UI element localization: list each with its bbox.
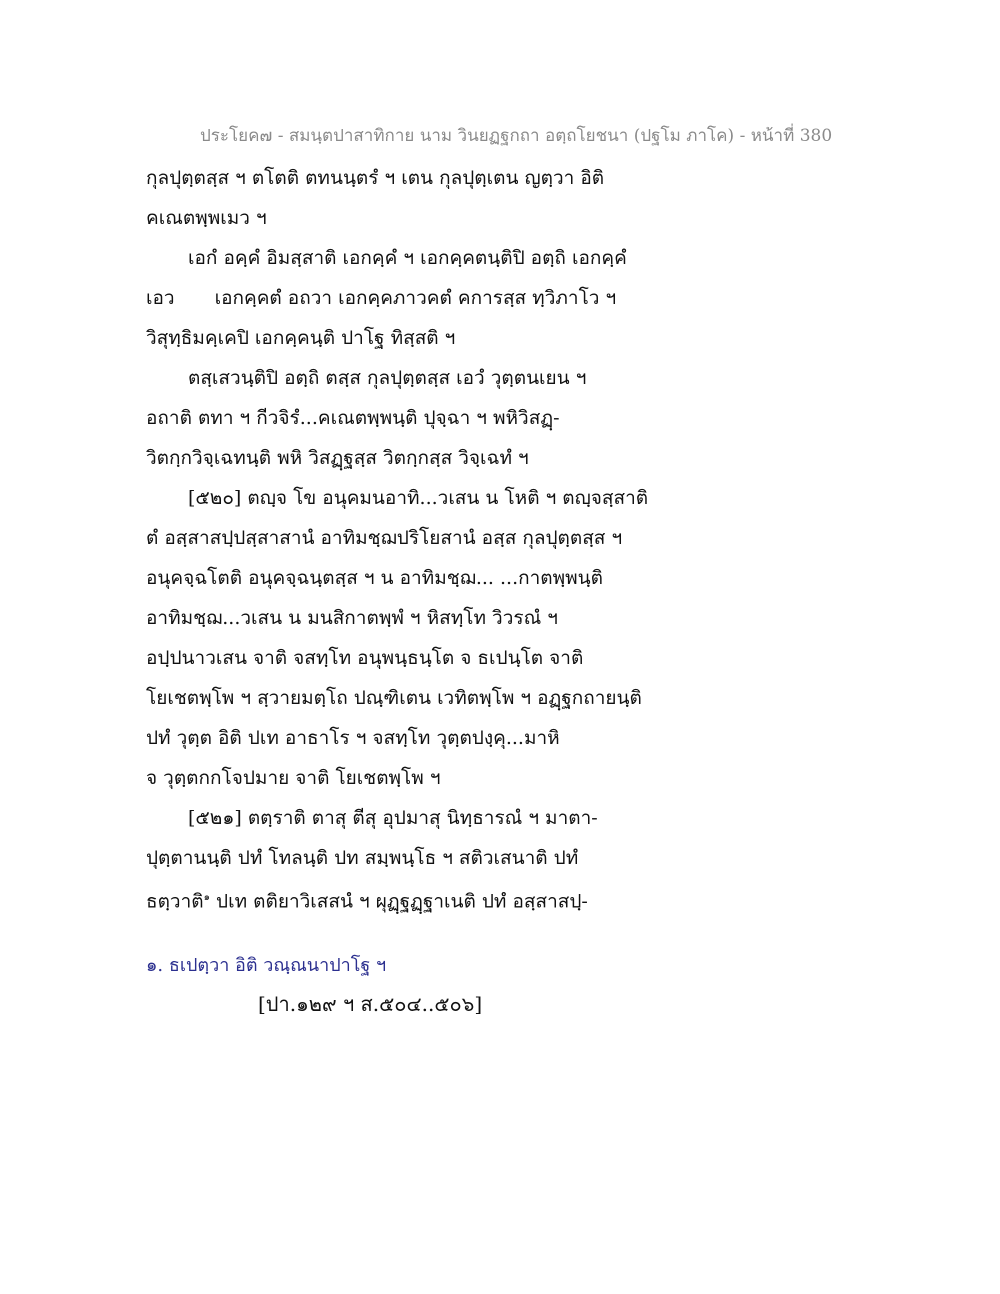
- text-line: ปุตฺตานนฺติ ปทํ โทลนฺติ ปท สมฺพนฺโธ ฯ สติวเสนาติ ปทํ: [146, 847, 579, 869]
- text-line: ปทํ วุตฺต อิติ ปเท อาธาโร ฯ จสทฺโท วุตฺตปงฺคุ...มาหิ: [146, 727, 560, 749]
- text-line: คเณตพฺพเมว ฯ: [146, 207, 267, 229]
- text-line: [๕๒๑] ตตฺราติ ตาสุ ตีสุ อุปมาสุ นิทฺธารณํ ฯ มาตา-: [188, 807, 598, 829]
- page-header: ประโยค๗ - สมนฺตปาสาทิกาย นาม วินยฏฐกถา อตฺถโยชนา (ปฐโม ภาโค) - หน้าที่ 380: [200, 126, 833, 146]
- text-fragment: เอกคฺคตํ อถวา เอกคฺคภาวคตํ คการสฺส ทฺวิภาโว ฯ: [214, 287, 617, 309]
- text-line: กุลปุตฺตสฺส ฯ ตโตติ ตทนนฺตรํ ฯ เตน กุลปุตฺเตน ญตฺวา อิติ: [146, 167, 605, 189]
- text-line: จ วุตฺตกกโจปมาย จาติ โยเชตพฺโพ ฯ: [146, 767, 441, 789]
- text-line: โยเชตพฺโพ ฯ สฺวายมตฺโถ ปณฺฑิเตน เวทิตพฺโพ ฯ อฏฺฐกถายนฺติ: [146, 687, 642, 709]
- text-line: อปฺปนาวเสน จาติ จสทฺโท อนุพนฺธนฺโต จ ธเปนฺโต จาติ: [146, 647, 584, 669]
- text-line: ตสฺเสวนฺติปิ อตฺถิ ตสฺส กุลปุตฺตสฺส เอวํ วุตฺตนเยน ฯ: [188, 367, 587, 389]
- text-line: เอกํ อคฺคํ อิมสฺสาติ เอกคฺคํ ฯ เอกคฺคตนฺติปิ อตฺถิ เอกคฺคํ: [188, 247, 627, 269]
- text-line: อถาติ ตทา ฯ กีวจิรํ...คเณตพฺพนฺติ ปุจฺฉา ฯ พหิวิสฏฺ-: [146, 407, 560, 429]
- text-line: [146, 878, 706, 918]
- footnote-marker: ๑: [203, 892, 210, 903]
- body-text: [146, 158, 706, 918]
- footnote: ๑. ธเปตฺวา อิติ วณฺณนาปาโฐ ฯ: [146, 955, 387, 976]
- text-line: ตํ อสฺสาสปฺปสฺสาสานํ อาทิมชฺฌปริโยสานํ อสฺส กุลปุตฺตสฺส ฯ: [146, 527, 623, 549]
- text-line: อาทิมชฺฌ...วเสน น มนสิกาตพฺพํ ฯ หิสทฺโท วิวรณํ ฯ: [146, 607, 558, 629]
- text-line: [๕๒๐] ตญฺจ โข อนุคมนอาทิ...วเสน น โหติ ฯ ตญฺจสฺสาติ: [188, 487, 649, 509]
- text-line: อนุคจฺฉโตติ อนุคจฺฉนฺตสฺส ฯ น อาทิมชฺฌ... ...กาตพฺพนฺติ: [146, 567, 604, 589]
- text-fragment: เอว: [146, 287, 175, 309]
- reference-line: [ปา.๑๒๙ ฯ ส.๕๐๔..๕๐๖]: [258, 992, 483, 1016]
- text-fragment: ธตฺวาติ: [146, 890, 204, 913]
- text-line: วิสุทฺธิมคฺเคปิ เอกคฺคนฺติ ปาโฐ ทิสฺสติ ฯ: [146, 327, 456, 349]
- text-line: วิตกฺกวิจฺเฉทนฺติ พหิ วิสฏฺฐสฺส วิตกฺกสฺส วิจฺเฉทํ ฯ: [146, 447, 529, 469]
- text-fragment: ปเท ตติยาวิเสสนํ ฯ ผุฏฺฐฏฺฐาเนติ ปทํ อสฺสาสปฺ-: [216, 890, 588, 913]
- text-line: [146, 278, 706, 318]
